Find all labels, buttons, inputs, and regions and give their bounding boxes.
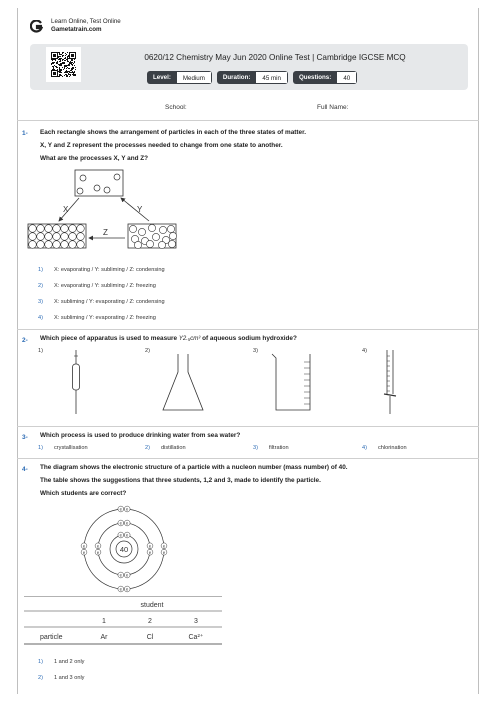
answer-option[interactable] (38, 299, 165, 305)
svg-text:e: e (119, 520, 122, 526)
option-number: 1) (38, 659, 43, 665)
questions-label: Questions: (293, 71, 337, 84)
option-number: 1) (38, 267, 43, 273)
option-text: distillation (161, 445, 186, 451)
brand-logo-icon (30, 20, 43, 33)
svg-text:e: e (162, 543, 166, 549)
states-of-matter-diagram (25, 166, 185, 258)
brand-tagline: Learn Online, Test Online (51, 18, 121, 25)
test-meta (147, 71, 357, 84)
svg-text:e: e (119, 532, 122, 538)
question-text: The table shows the suggestions that three students, 1,2 and 3, made to identify the particle. (40, 477, 321, 484)
table-col: 1 (102, 618, 106, 625)
option-number: 2) (38, 675, 43, 681)
page-title: 0620/12 Chemistry May Jun 2020 Online Test | Cambridge IGCSE MCQ (144, 53, 406, 62)
question-number: 1- (22, 130, 28, 137)
questions-badge (293, 71, 357, 84)
answer-option[interactable] (362, 445, 407, 451)
volume-value: Y2.₅cm³ (178, 336, 201, 342)
nucleus-label: 40 (119, 545, 129, 554)
question-text (40, 335, 297, 342)
level-badge (147, 71, 212, 84)
question-text: X, Y and Z represent the processes needed to change from one state to another. (40, 142, 283, 149)
option-number[interactable]: 4) (362, 348, 367, 354)
option-text: 1 and 2 only (54, 659, 85, 665)
label-x: X (63, 205, 69, 214)
school-field[interactable]: School: (165, 104, 187, 111)
svg-text:e: e (119, 506, 122, 512)
table-cell: Cl (146, 634, 154, 641)
question-text: Which students are correct? (40, 490, 127, 497)
svg-text:e: e (148, 549, 152, 555)
option-text: crystallisation (54, 445, 88, 451)
table-cell: Ar (100, 634, 108, 641)
option-text: 1 and 3 only (54, 675, 85, 681)
full-name-field[interactable]: Full Name: (317, 104, 349, 111)
questions-value: 40 (337, 71, 357, 84)
label-y: Y (137, 205, 143, 214)
table-col: 2 (148, 618, 152, 625)
duration-badge (217, 71, 288, 84)
brand-site[interactable]: Gametatrain.com (51, 26, 102, 33)
svg-text:e: e (82, 543, 86, 549)
answer-option[interactable] (38, 283, 156, 289)
pipette-icon[interactable] (68, 350, 84, 416)
option-number: 4) (38, 315, 43, 321)
test-header (30, 44, 468, 90)
electron-shell-diagram (78, 503, 170, 595)
svg-text:e: e (126, 586, 129, 592)
level-value: Medium (177, 71, 212, 84)
duration-value: 45 min (256, 71, 288, 84)
question-text: The diagram shows the electronic structure of a particle with a nucleon number (mass number) of 40. (40, 464, 348, 471)
answer-option[interactable] (145, 445, 186, 451)
question-text: What are the processes X, Y and Z? (40, 155, 149, 162)
brand (30, 18, 121, 34)
svg-text:e: e (96, 549, 100, 555)
answer-option[interactable] (38, 267, 165, 273)
duration-label: Duration: (217, 71, 257, 84)
svg-text:e: e (126, 572, 129, 578)
option-text: filtration (269, 445, 289, 451)
svg-text:e: e (82, 549, 86, 555)
conical-flask-icon[interactable] (160, 352, 206, 414)
option-number: 1) (38, 445, 43, 451)
option-number: 4) (362, 445, 367, 451)
svg-text:e: e (96, 543, 100, 549)
option-text: chlorination (378, 445, 407, 451)
svg-text:e: e (119, 586, 122, 592)
question-number: 3- (22, 434, 28, 441)
process-x-arrow (59, 198, 79, 221)
question-text: Which process is used to produce drinking water from sea water? (40, 432, 241, 439)
option-text: X: subliming / Y: evaporating / Z: condensing (54, 299, 165, 305)
answer-option[interactable] (38, 445, 88, 451)
option-number: 2) (145, 445, 150, 451)
svg-text:e: e (126, 532, 129, 538)
qr-code-icon[interactable] (46, 47, 81, 82)
table-header: student (140, 602, 164, 609)
option-text: X: subliming / Y: evaporating / Z: freezing (54, 315, 156, 321)
question-text: Each rectangle shows the arrangement of particles in each of the three states of matter. (40, 129, 307, 136)
question-number: 2- (22, 337, 28, 344)
question-text-end: of aqueous sodium hydroxide? (202, 335, 297, 342)
option-number: 3) (38, 299, 43, 305)
student-table (24, 596, 224, 650)
svg-text:e: e (126, 506, 129, 512)
option-number: 2) (38, 283, 43, 289)
question-text-start: Which piece of apparatus is used to measure (40, 335, 178, 342)
option-number[interactable]: 3) (253, 348, 258, 354)
svg-text:e: e (119, 572, 122, 578)
table-cell: Ca²⁺ (188, 634, 204, 641)
divider (17, 426, 479, 427)
divider (17, 120, 479, 121)
process-y-arrow (121, 198, 149, 221)
option-text: X: evaporating / Y: subliming / Z: freezing (54, 283, 156, 289)
answer-option[interactable] (38, 315, 156, 321)
level-label: Level: (147, 71, 177, 84)
label-z: Z (103, 228, 108, 237)
option-number[interactable]: 2) (145, 348, 150, 354)
svg-text:e: e (162, 549, 166, 555)
answer-option[interactable] (253, 445, 289, 451)
question-number: 4- (22, 466, 28, 473)
svg-text:e: e (148, 543, 152, 549)
option-number[interactable]: 1) (38, 348, 43, 354)
divider (17, 458, 479, 459)
beaker-icon[interactable] (268, 352, 318, 414)
divider (17, 329, 479, 330)
burette-icon[interactable] (380, 350, 400, 416)
table-col: 3 (194, 618, 198, 625)
answer-option[interactable] (38, 675, 84, 681)
option-text: X: evaporating / Y: subliming / Z: condensing (54, 267, 165, 273)
answer-option[interactable] (38, 659, 84, 665)
table-row-label: particle (40, 634, 63, 641)
svg-text:e: e (126, 520, 129, 526)
option-number: 3) (253, 445, 258, 451)
